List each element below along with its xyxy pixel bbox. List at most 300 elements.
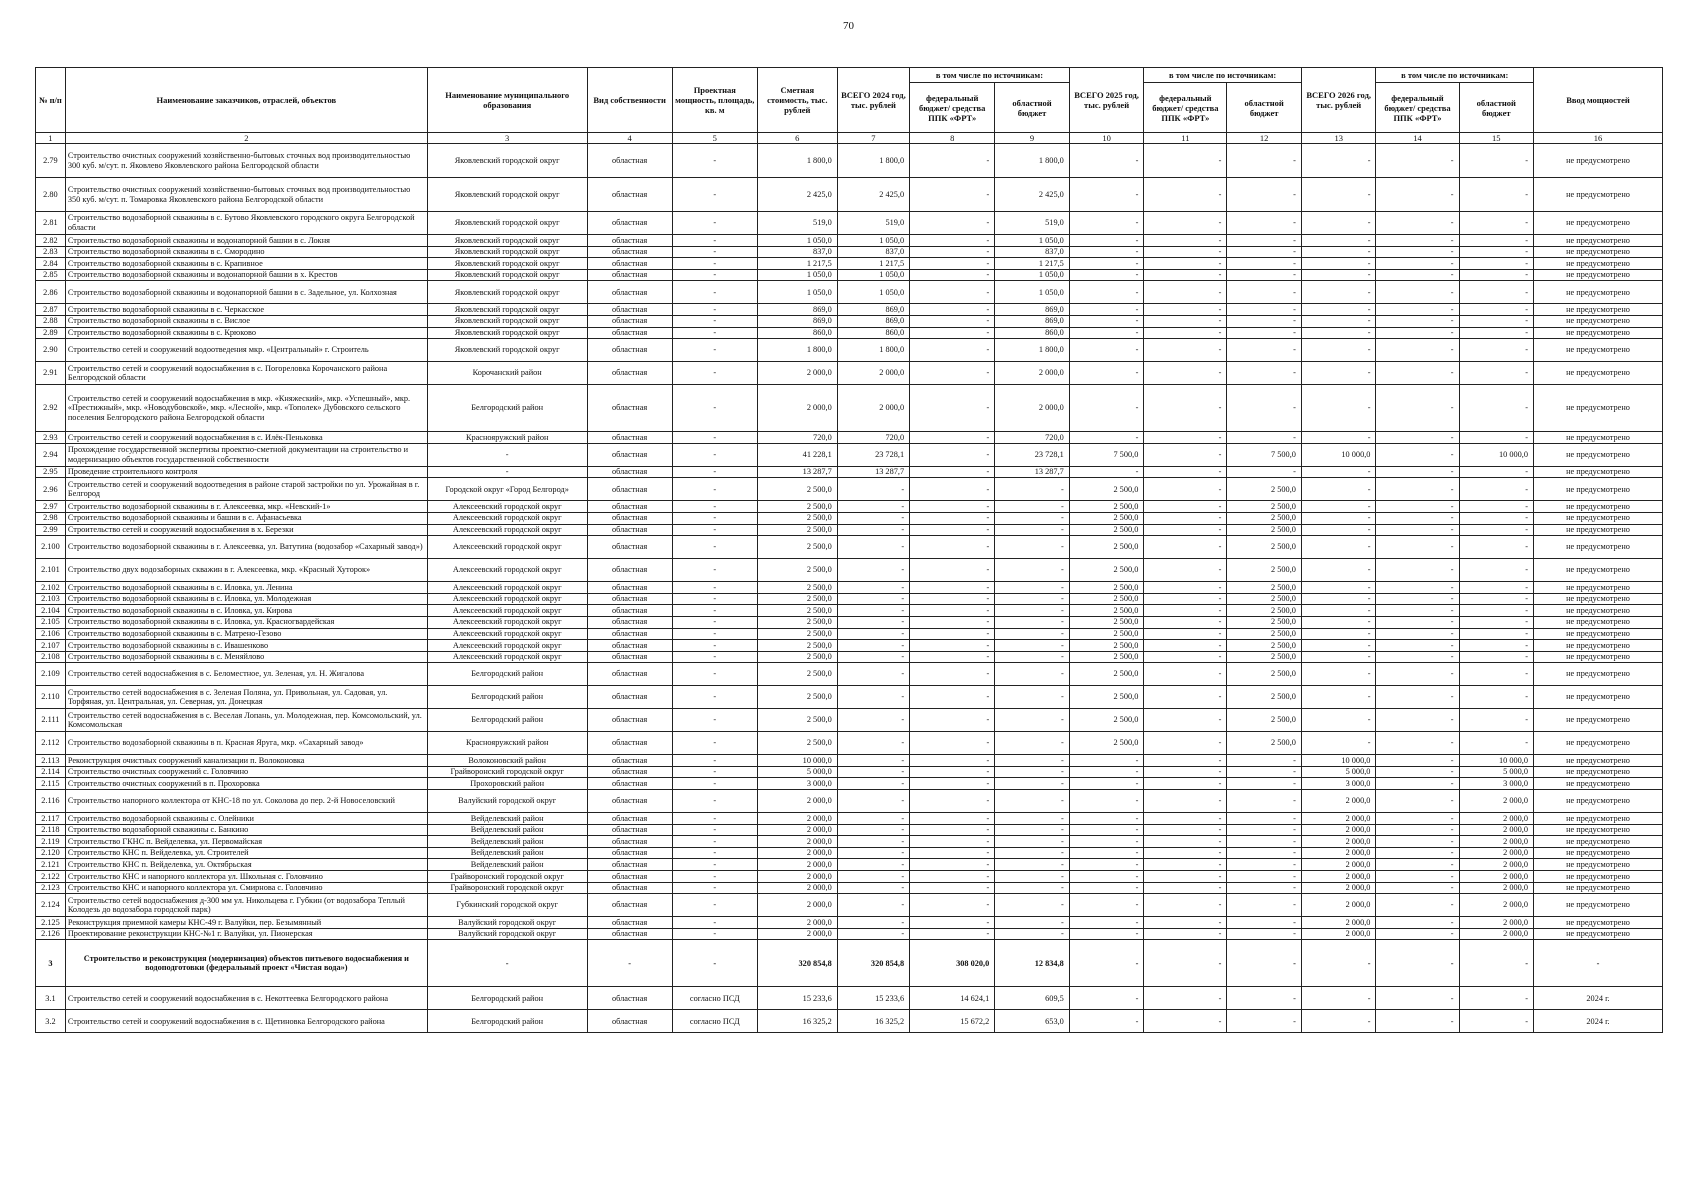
- cell-row-number: 2.97: [36, 501, 66, 513]
- cell-federal-2025: -: [1144, 709, 1227, 732]
- cell-regional-2025: -: [1227, 246, 1302, 258]
- cell-ownership: областная: [587, 778, 672, 790]
- header-estimated-cost: Сметная стоимость, тыс. рублей: [757, 68, 837, 133]
- cell-total-2025: -: [1069, 315, 1144, 327]
- cell-estimated-cost: 1 800,0: [757, 144, 837, 178]
- cell-regional-2026: -: [1459, 605, 1534, 617]
- cell-estimated-cost: 2 000,0: [757, 824, 837, 836]
- cell-regional-2024: 1 050,0: [995, 235, 1070, 247]
- cell-regional-2026: -: [1459, 940, 1534, 987]
- table-row: [36, 327, 1663, 339]
- cell-total-2024: -: [837, 512, 909, 524]
- cell-total-2026: -: [1301, 478, 1376, 501]
- cell-capacity-input: не предусмотрено: [1534, 894, 1663, 917]
- cell-total-2026: 3 000,0: [1301, 778, 1376, 790]
- cell-regional-2026: 5 000,0: [1459, 766, 1534, 778]
- cell-total-2026: -: [1301, 663, 1376, 686]
- cell-federal-2025: -: [1144, 640, 1227, 652]
- cell-regional-2024: -: [995, 605, 1070, 617]
- cell-ownership: областная: [587, 605, 672, 617]
- cell-capacity: -: [672, 235, 757, 247]
- cell-federal-2025: -: [1144, 859, 1227, 871]
- cell-total-2026: -: [1301, 212, 1376, 235]
- cell-federal-2026: -: [1376, 616, 1459, 628]
- cell-total-2024: -: [837, 790, 909, 813]
- investment-table: [35, 67, 1663, 1033]
- cell-federal-2024: -: [910, 432, 995, 444]
- cell-federal-2026: -: [1376, 582, 1459, 594]
- table-row: [36, 755, 1663, 767]
- cell-regional-2026: -: [1459, 732, 1534, 755]
- cell-object-name: Реконструкция очистных сооружений канализации п. Волоконовка: [65, 755, 427, 767]
- cell-total-2024: -: [837, 894, 909, 917]
- cell-total-2024: -: [837, 524, 909, 536]
- cell-estimated-cost: 2 500,0: [757, 605, 837, 617]
- table-row: [36, 987, 1663, 1010]
- cell-estimated-cost: 2 000,0: [757, 859, 837, 871]
- cell-regional-2024: -: [995, 755, 1070, 767]
- cell-total-2025: 2 500,0: [1069, 686, 1144, 709]
- cell-regional-2026: -: [1459, 327, 1534, 339]
- table-row: [36, 917, 1663, 929]
- cell-total-2025: -: [1069, 928, 1144, 940]
- cell-total-2025: 2 500,0: [1069, 732, 1144, 755]
- column-number: 5: [672, 133, 757, 144]
- cell-total-2025: -: [1069, 766, 1144, 778]
- cell-estimated-cost: 2 500,0: [757, 616, 837, 628]
- cell-municipality: Губкинский городской округ: [427, 894, 587, 917]
- header-regional-2025: областной бюджет: [1227, 83, 1302, 133]
- cell-capacity-input: не предусмотрено: [1534, 847, 1663, 859]
- cell-estimated-cost: 2 000,0: [757, 836, 837, 848]
- cell-regional-2026: -: [1459, 582, 1534, 594]
- cell-federal-2026: -: [1376, 443, 1459, 466]
- cell-municipality: Валуйский городской округ: [427, 917, 587, 929]
- cell-federal-2026: -: [1376, 790, 1459, 813]
- cell-federal-2025: -: [1144, 304, 1227, 316]
- cell-row-number: 2.85: [36, 269, 66, 281]
- table-row: [36, 478, 1663, 501]
- cell-estimated-cost: 2 425,0: [757, 178, 837, 212]
- cell-regional-2025: -: [1227, 432, 1302, 444]
- cell-municipality: Вейделевский район: [427, 847, 587, 859]
- cell-ownership: областная: [587, 882, 672, 894]
- cell-object-name: Строительство КНС и напорного коллектора ул. Школьная с. Головчино: [65, 871, 427, 883]
- cell-total-2026: -: [1301, 512, 1376, 524]
- cell-federal-2026: -: [1376, 327, 1459, 339]
- cell-municipality: Алексеевский городской округ: [427, 628, 587, 640]
- cell-federal-2024: -: [910, 536, 995, 559]
- cell-regional-2024: 860,0: [995, 327, 1070, 339]
- table-row: [36, 859, 1663, 871]
- cell-regional-2024: -: [995, 686, 1070, 709]
- cell-total-2026: 10 000,0: [1301, 443, 1376, 466]
- cell-capacity: -: [672, 640, 757, 652]
- cell-regional-2025: 2 500,0: [1227, 593, 1302, 605]
- cell-regional-2025: -: [1227, 258, 1302, 270]
- cell-ownership: областная: [587, 246, 672, 258]
- cell-total-2026: -: [1301, 327, 1376, 339]
- cell-federal-2025: -: [1144, 882, 1227, 894]
- cell-federal-2025: -: [1144, 628, 1227, 640]
- cell-capacity-input: не предусмотрено: [1534, 144, 1663, 178]
- cell-capacity: -: [672, 894, 757, 917]
- cell-federal-2026: -: [1376, 640, 1459, 652]
- cell-total-2024: 23 728,1: [837, 443, 909, 466]
- cell-total-2026: -: [1301, 466, 1376, 478]
- cell-federal-2025: -: [1144, 246, 1227, 258]
- cell-capacity-input: не предусмотрено: [1534, 605, 1663, 617]
- column-number: 9: [995, 133, 1070, 144]
- cell-regional-2024: -: [995, 524, 1070, 536]
- cell-object-name: Строительство водозаборной скважины в с. Иловка, ул. Ленина: [65, 582, 427, 594]
- cell-ownership: областная: [587, 917, 672, 929]
- cell-regional-2025: -: [1227, 987, 1302, 1010]
- cell-municipality: Краснояружский район: [427, 432, 587, 444]
- table-row: [36, 315, 1663, 327]
- cell-total-2026: -: [1301, 536, 1376, 559]
- cell-object-name: Строительство водозаборной скважины в с. Иловка, ул. Кирова: [65, 605, 427, 617]
- cell-regional-2025: 2 500,0: [1227, 628, 1302, 640]
- cell-municipality: Грайворонский городской округ: [427, 882, 587, 894]
- cell-municipality: Грайворонский городской округ: [427, 871, 587, 883]
- cell-regional-2025: -: [1227, 778, 1302, 790]
- header-capacity-input: Ввод мощностей: [1534, 68, 1663, 133]
- cell-total-2026: 2 000,0: [1301, 847, 1376, 859]
- table-row: [36, 246, 1663, 258]
- cell-regional-2026: 2 000,0: [1459, 813, 1534, 825]
- cell-capacity-input: не предусмотрено: [1534, 246, 1663, 258]
- cell-total-2024: -: [837, 686, 909, 709]
- column-number: 14: [1376, 133, 1459, 144]
- cell-total-2024: -: [837, 859, 909, 871]
- cell-federal-2025: -: [1144, 235, 1227, 247]
- cell-regional-2026: -: [1459, 466, 1534, 478]
- cell-federal-2026: -: [1376, 1010, 1459, 1033]
- cell-estimated-cost: 2 000,0: [757, 362, 837, 385]
- cell-estimated-cost: 2 500,0: [757, 628, 837, 640]
- cell-total-2024: 869,0: [837, 315, 909, 327]
- cell-total-2024: -: [837, 928, 909, 940]
- cell-federal-2025: -: [1144, 385, 1227, 432]
- cell-object-name: Строительство сетей и сооружений водоснабжения в с. Погореловка Корочанского района Белгородской области: [65, 362, 427, 385]
- cell-regional-2024: -: [995, 836, 1070, 848]
- cell-federal-2026: -: [1376, 836, 1459, 848]
- cell-total-2025: 2 500,0: [1069, 709, 1144, 732]
- cell-total-2024: 837,0: [837, 246, 909, 258]
- cell-federal-2024: -: [910, 315, 995, 327]
- cell-capacity: -: [672, 524, 757, 536]
- table-row: [36, 258, 1663, 270]
- cell-regional-2024: 23 728,1: [995, 443, 1070, 466]
- cell-federal-2024: -: [910, 894, 995, 917]
- cell-total-2024: 15 233,6: [837, 987, 909, 1010]
- cell-estimated-cost: 2 500,0: [757, 501, 837, 513]
- cell-federal-2026: -: [1376, 709, 1459, 732]
- cell-regional-2026: -: [1459, 512, 1534, 524]
- cell-row-number: 2.98: [36, 512, 66, 524]
- cell-capacity-input: 2024 г.: [1534, 1010, 1663, 1033]
- cell-federal-2024: -: [910, 882, 995, 894]
- cell-federal-2025: -: [1144, 824, 1227, 836]
- cell-capacity: -: [672, 755, 757, 767]
- cell-object-name: Строительство водозаборной скважины и водонапорной башни в с. Локня: [65, 235, 427, 247]
- cell-municipality: Яковлевский городской округ: [427, 269, 587, 281]
- cell-estimated-cost: 1 217,5: [757, 258, 837, 270]
- cell-regional-2024: 653,0: [995, 1010, 1070, 1033]
- cell-capacity: -: [672, 628, 757, 640]
- cell-total-2024: -: [837, 766, 909, 778]
- cell-object-name: Проведение строительного контроля: [65, 466, 427, 478]
- cell-regional-2025: 7 500,0: [1227, 443, 1302, 466]
- cell-total-2026: -: [1301, 605, 1376, 617]
- cell-regional-2026: 10 000,0: [1459, 755, 1534, 767]
- cell-capacity: -: [672, 478, 757, 501]
- cell-capacity-input: не предусмотрено: [1534, 524, 1663, 536]
- cell-total-2025: -: [1069, 281, 1144, 304]
- cell-federal-2024: -: [910, 144, 995, 178]
- cell-regional-2024: -: [995, 847, 1070, 859]
- table-row: [36, 882, 1663, 894]
- header-sources-2025: в том числе по источникам:: [1144, 68, 1302, 83]
- cell-municipality: -: [427, 443, 587, 466]
- cell-estimated-cost: 860,0: [757, 327, 837, 339]
- cell-estimated-cost: 869,0: [757, 304, 837, 316]
- cell-regional-2025: -: [1227, 315, 1302, 327]
- cell-total-2025: -: [1069, 917, 1144, 929]
- cell-federal-2024: -: [910, 327, 995, 339]
- table-row: [36, 582, 1663, 594]
- cell-row-number: 2.119: [36, 836, 66, 848]
- cell-total-2024: -: [837, 605, 909, 617]
- cell-federal-2026: -: [1376, 766, 1459, 778]
- cell-total-2026: -: [1301, 258, 1376, 270]
- cell-capacity: -: [672, 304, 757, 316]
- cell-federal-2026: -: [1376, 859, 1459, 871]
- cell-total-2025: -: [1069, 940, 1144, 987]
- cell-federal-2026: -: [1376, 315, 1459, 327]
- cell-regional-2025: -: [1227, 385, 1302, 432]
- cell-federal-2025: -: [1144, 327, 1227, 339]
- cell-object-name: Строительство сетей и сооружений водоотведения в районе старой застройки по ул. Урожайная в г. Белгород: [65, 478, 427, 501]
- cell-row-number: 2.105: [36, 616, 66, 628]
- cell-regional-2026: -: [1459, 1010, 1534, 1033]
- cell-object-name: Строительство водозаборной скважины с. Банкино: [65, 824, 427, 836]
- cell-federal-2024: -: [910, 559, 995, 582]
- cell-capacity-input: не предусмотрено: [1534, 871, 1663, 883]
- cell-row-number: 2.100: [36, 536, 66, 559]
- cell-object-name: Строительство и реконструкция (модернизация) объектов питьевого водоснабжения и водоподготовки (федеральный проект «Чистая вода»): [65, 940, 427, 987]
- cell-row-number: 2.106: [36, 628, 66, 640]
- cell-total-2026: -: [1301, 524, 1376, 536]
- cell-regional-2024: -: [995, 813, 1070, 825]
- cell-total-2026: 10 000,0: [1301, 755, 1376, 767]
- cell-ownership: областная: [587, 1010, 672, 1033]
- cell-total-2025: -: [1069, 144, 1144, 178]
- cell-federal-2025: -: [1144, 928, 1227, 940]
- cell-regional-2026: -: [1459, 628, 1534, 640]
- column-number: 12: [1227, 133, 1302, 144]
- cell-regional-2026: -: [1459, 593, 1534, 605]
- cell-total-2026: 2 000,0: [1301, 824, 1376, 836]
- table-row: [36, 385, 1663, 432]
- cell-object-name: Строительство двух водозаборных скважин в г. Алексеевка, мкр. «Красный Хуторок»: [65, 559, 427, 582]
- cell-capacity: -: [672, 593, 757, 605]
- cell-regional-2026: -: [1459, 524, 1534, 536]
- cell-capacity: -: [672, 212, 757, 235]
- cell-total-2025: 2 500,0: [1069, 628, 1144, 640]
- cell-federal-2024: -: [910, 847, 995, 859]
- cell-federal-2026: -: [1376, 928, 1459, 940]
- cell-row-number: 2.122: [36, 871, 66, 883]
- table-row: [36, 766, 1663, 778]
- cell-regional-2024: 720,0: [995, 432, 1070, 444]
- cell-total-2025: 2 500,0: [1069, 651, 1144, 663]
- cell-federal-2026: -: [1376, 593, 1459, 605]
- cell-regional-2026: -: [1459, 235, 1534, 247]
- cell-estimated-cost: 16 325,2: [757, 1010, 837, 1033]
- cell-regional-2025: -: [1227, 1010, 1302, 1033]
- cell-total-2026: -: [1301, 144, 1376, 178]
- cell-estimated-cost: 2 000,0: [757, 894, 837, 917]
- cell-federal-2025: -: [1144, 178, 1227, 212]
- cell-capacity: -: [672, 778, 757, 790]
- cell-row-number: 2.126: [36, 928, 66, 940]
- table-row: [36, 269, 1663, 281]
- cell-ownership: областная: [587, 894, 672, 917]
- cell-ownership: областная: [587, 813, 672, 825]
- table-row: [36, 686, 1663, 709]
- cell-ownership: областная: [587, 559, 672, 582]
- cell-total-2025: -: [1069, 836, 1144, 848]
- cell-capacity-input: не предусмотрено: [1534, 582, 1663, 594]
- cell-capacity: -: [672, 813, 757, 825]
- cell-total-2025: 2 500,0: [1069, 640, 1144, 652]
- cell-federal-2024: -: [910, 928, 995, 940]
- cell-municipality: Белгородский район: [427, 663, 587, 686]
- cell-federal-2025: -: [1144, 663, 1227, 686]
- cell-federal-2024: -: [910, 709, 995, 732]
- cell-regional-2025: 2 500,0: [1227, 663, 1302, 686]
- cell-total-2025: -: [1069, 882, 1144, 894]
- cell-total-2025: 2 500,0: [1069, 501, 1144, 513]
- cell-ownership: областная: [587, 235, 672, 247]
- cell-capacity: -: [672, 362, 757, 385]
- cell-total-2026: 5 000,0: [1301, 766, 1376, 778]
- cell-federal-2026: -: [1376, 178, 1459, 212]
- cell-municipality: Яковлевский городской округ: [427, 258, 587, 270]
- cell-ownership: областная: [587, 443, 672, 466]
- cell-ownership: областная: [587, 790, 672, 813]
- cell-total-2025: -: [1069, 755, 1144, 767]
- cell-municipality: Алексеевский городской округ: [427, 524, 587, 536]
- cell-total-2025: 2 500,0: [1069, 582, 1144, 594]
- column-number: 3: [427, 133, 587, 144]
- cell-municipality: Прохоровский район: [427, 778, 587, 790]
- cell-federal-2024: -: [910, 640, 995, 652]
- cell-municipality: -: [427, 466, 587, 478]
- cell-regional-2026: 2 000,0: [1459, 894, 1534, 917]
- cell-municipality: Белгородский район: [427, 1010, 587, 1033]
- cell-estimated-cost: 1 050,0: [757, 269, 837, 281]
- cell-federal-2026: -: [1376, 212, 1459, 235]
- cell-federal-2025: -: [1144, 894, 1227, 917]
- column-number: 11: [1144, 133, 1227, 144]
- cell-total-2026: -: [1301, 304, 1376, 316]
- cell-total-2026: -: [1301, 385, 1376, 432]
- cell-total-2026: -: [1301, 940, 1376, 987]
- cell-row-number: 2.86: [36, 281, 66, 304]
- cell-regional-2024: -: [995, 790, 1070, 813]
- cell-regional-2024: 609,5: [995, 987, 1070, 1010]
- cell-regional-2025: -: [1227, 836, 1302, 848]
- cell-federal-2025: -: [1144, 1010, 1227, 1033]
- cell-regional-2024: -: [995, 478, 1070, 501]
- cell-federal-2025: -: [1144, 536, 1227, 559]
- cell-total-2024: -: [837, 640, 909, 652]
- cell-total-2026: -: [1301, 686, 1376, 709]
- cell-federal-2025: -: [1144, 651, 1227, 663]
- cell-total-2024: 1 050,0: [837, 235, 909, 247]
- cell-municipality: Алексеевский городской округ: [427, 651, 587, 663]
- cell-total-2025: -: [1069, 235, 1144, 247]
- cell-federal-2024: -: [910, 362, 995, 385]
- cell-federal-2025: -: [1144, 466, 1227, 478]
- cell-federal-2026: -: [1376, 813, 1459, 825]
- cell-total-2025: 2 500,0: [1069, 478, 1144, 501]
- cell-ownership: областная: [587, 987, 672, 1010]
- cell-row-number: 2.114: [36, 766, 66, 778]
- cell-total-2025: 2 500,0: [1069, 593, 1144, 605]
- cell-municipality: Волоконовский район: [427, 755, 587, 767]
- cell-regional-2024: -: [995, 663, 1070, 686]
- cell-total-2026: -: [1301, 1010, 1376, 1033]
- cell-row-number: 2.83: [36, 246, 66, 258]
- table-row: [36, 651, 1663, 663]
- cell-object-name: Строительство сетей и сооружений водоснабжения в с. Некоттеевка Белгородского района: [65, 987, 427, 1010]
- header-total-2025: ВСЕГО 2025 год, тыс. рублей: [1069, 68, 1144, 133]
- cell-total-2026: -: [1301, 616, 1376, 628]
- cell-federal-2025: -: [1144, 281, 1227, 304]
- cell-capacity-input: не предусмотрено: [1534, 362, 1663, 385]
- cell-capacity-input: не предусмотрено: [1534, 616, 1663, 628]
- cell-regional-2026: -: [1459, 315, 1534, 327]
- cell-regional-2026: -: [1459, 616, 1534, 628]
- cell-regional-2025: 2 500,0: [1227, 686, 1302, 709]
- cell-regional-2026: -: [1459, 385, 1534, 432]
- cell-capacity-input: не предусмотрено: [1534, 536, 1663, 559]
- cell-federal-2026: -: [1376, 524, 1459, 536]
- cell-ownership: областная: [587, 628, 672, 640]
- cell-row-number: 2.104: [36, 605, 66, 617]
- cell-regional-2026: 2 000,0: [1459, 871, 1534, 883]
- cell-federal-2025: -: [1144, 512, 1227, 524]
- cell-object-name: Строительство водозаборной скважины и водонапорной башни в х. Крестов: [65, 269, 427, 281]
- cell-ownership: областная: [587, 362, 672, 385]
- cell-estimated-cost: 2 500,0: [757, 559, 837, 582]
- cell-total-2026: 2 000,0: [1301, 871, 1376, 883]
- cell-capacity: -: [672, 385, 757, 432]
- cell-total-2025: -: [1069, 824, 1144, 836]
- cell-capacity: -: [672, 443, 757, 466]
- cell-regional-2025: -: [1227, 235, 1302, 247]
- cell-total-2026: 2 000,0: [1301, 813, 1376, 825]
- table-row: [36, 616, 1663, 628]
- cell-regional-2025: -: [1227, 362, 1302, 385]
- cell-regional-2025: -: [1227, 882, 1302, 894]
- cell-object-name: Строительство КНС п. Вейделевка, ул. Строителей: [65, 847, 427, 859]
- cell-total-2024: -: [837, 559, 909, 582]
